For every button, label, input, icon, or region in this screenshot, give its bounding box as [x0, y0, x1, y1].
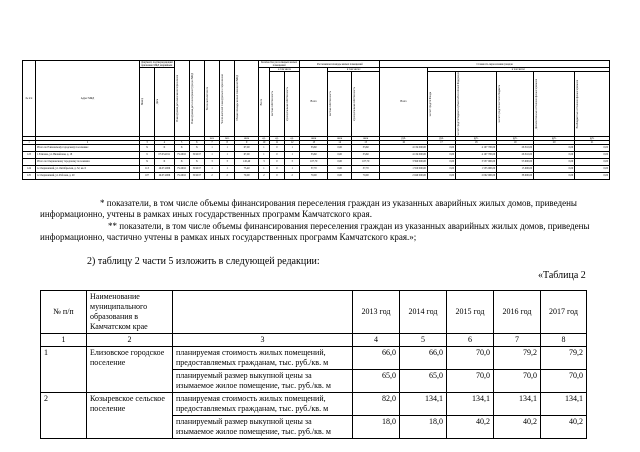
column-number-cell: 12 — [285, 140, 300, 144]
table-cell: 37,70 — [300, 165, 328, 172]
table-cell: 0,00 — [534, 165, 575, 172]
header-cost-extra2: Внебюджетные источники финансирования — [575, 72, 610, 137]
column-number-cell: 7 — [204, 140, 219, 144]
table-cell: 4 134 000,00 — [380, 151, 428, 158]
table-cell: 0,00 — [427, 144, 455, 151]
table-cell: 2 040 000,00 — [380, 172, 428, 179]
table-cell: 0,00 — [534, 172, 575, 179]
year-value: 79,2 — [494, 347, 541, 370]
table-cell: 1 — [204, 165, 219, 172]
table-cell — [23, 158, 36, 165]
prices-header-cell: 2013 год — [353, 291, 400, 334]
header-address: Адрес МКД — [35, 61, 139, 137]
unit-cell: ед. — [285, 136, 300, 140]
table-cell: X — [155, 144, 175, 151]
table-cell: 1 — [220, 151, 235, 158]
column-number-cell: 14 — [328, 140, 352, 144]
header-num: № п/п — [23, 61, 36, 137]
table-cell: 70,00 — [352, 172, 380, 179]
prices-header-cell — [173, 291, 353, 334]
prices-column-number: 6 — [447, 334, 494, 347]
table-cell — [23, 144, 36, 151]
table-cell: 1 — [259, 144, 270, 151]
year-value: 70,0 — [447, 347, 494, 370]
header-residents: Число жителей всего — [204, 61, 219, 137]
unit-cell: руб. — [380, 136, 428, 140]
table-cell: 0,00 — [328, 144, 352, 151]
column-number-cell: 20 — [534, 140, 575, 144]
table-cell: IV.2016 — [174, 151, 189, 158]
table-cell: 0,00 — [534, 144, 575, 151]
table-cell: 16.07.2006 — [155, 165, 175, 172]
unit-cell: руб. — [427, 136, 455, 140]
year-value: 134,1 — [494, 393, 541, 416]
table-cell: 37,70 — [352, 165, 380, 172]
header-total-area: Общая площадь жилых помещений МКД — [235, 61, 259, 137]
prices-header-cell: № п/п — [41, 291, 87, 334]
table-label: «Таблица 2 — [538, 270, 586, 281]
unit-cell: кв.м — [352, 136, 380, 140]
table-cell: 1 535 000,00 — [456, 165, 497, 172]
header-planned-demolish: Планируемая дата сноса/реконструкции МКД — [189, 61, 204, 137]
table-cell: 1 550 000,00 — [380, 165, 428, 172]
table-cell: 1 — [285, 144, 300, 151]
table-cell: 4 134 000,00 — [380, 144, 428, 151]
unit-cell: чел. — [204, 136, 219, 140]
header-doc: Документ, подтверждающий признание МКД аварийным — [140, 61, 173, 67]
table-cell: 0,00 — [534, 151, 575, 158]
table-cell: 0,00 — [575, 158, 610, 165]
unit-cell: руб. — [575, 136, 610, 140]
prices-column-number: 8 — [541, 334, 587, 347]
year-value: 65,0 — [400, 370, 447, 393]
year-value: 134,1 — [447, 393, 494, 416]
year-value: 40,2 — [494, 416, 541, 439]
section-heading: 2) таблицу 2 части 5 изложить в следующей редакции: — [87, 256, 320, 267]
table-cell: 26 310,00 — [497, 151, 534, 158]
table-cell: 0,00 — [427, 172, 455, 179]
column-number-cell: 16 — [380, 140, 428, 144]
table-cell: 33,60 — [300, 144, 328, 151]
table-cell: 4 107 700,00 — [456, 144, 497, 151]
year-value: 65,0 — [353, 370, 400, 393]
table-cell: 125 — [23, 172, 36, 179]
table-cell: 0,00 — [575, 172, 610, 179]
table-cell: 3 — [259, 158, 270, 165]
table-cell: 0 — [269, 165, 284, 172]
column-number-cell: 9 — [235, 140, 259, 144]
prices-column-number: 1 — [41, 334, 87, 347]
indicator-description: планируемый размер выкупной цены за изымаемое жилое помещение, тыс. руб./кв. м — [173, 370, 353, 393]
indicator-description: планируемая стоимость жилых помещений, предоставляемых гражданам, тыс. руб./кв. м — [173, 347, 353, 370]
prices-column-number: 2 — [87, 334, 173, 347]
table-cell: 0 — [269, 158, 284, 165]
table-cell: X — [139, 144, 154, 151]
header-doc-date: Дата — [155, 68, 175, 137]
table-cell: 1 — [204, 151, 219, 158]
header-area-incl: в том числе: — [328, 68, 380, 72]
column-number-cell: 21 — [575, 140, 610, 144]
table-cell: 145,40 — [235, 158, 259, 165]
table-cell: 0,00 — [427, 151, 455, 158]
table-cell: 2 — [220, 172, 235, 179]
note-2: ** показатели, в том числе объемы финансирования переселения граждан из указанных аварийных жилых домов, приведены информационно, частично учтены в рамках иных государственных программ Камчатского края.»; — [40, 221, 590, 242]
table-cell: 75,40 — [235, 165, 259, 172]
table-cell: 33,60 — [352, 151, 380, 158]
year-value: 70,0 — [494, 370, 541, 393]
header-area-mun: муниципальная собственность — [352, 72, 380, 137]
table-cell: 2 002 000,00 — [456, 172, 497, 179]
column-number-cell: 2 — [35, 140, 139, 144]
year-value: 18,0 — [353, 416, 400, 439]
table-cell: 4 107 700,00 — [456, 151, 497, 158]
header-cost-incl: в том числе: — [427, 68, 609, 72]
year-value: 70,0 — [541, 370, 587, 393]
year-value: 134,1 — [541, 393, 587, 416]
table-cell: 0,00 — [328, 158, 352, 165]
prices-row-number: 1 — [41, 347, 87, 393]
header-count-group: Количество расселяемых жилых помещений — [259, 61, 300, 68]
note-1: * показатели, в том числе объемы финансирования переселения граждан из указанных аварийных жилых домов, приведены информационно, учтены в рамках иных государственных программ Камчатского края. — [40, 198, 577, 219]
header-area-priv: частная собственность — [328, 72, 352, 137]
unit-cell: руб. — [456, 136, 497, 140]
table-cell: 0,00 — [427, 158, 455, 165]
table-cell: 70,00 — [235, 172, 259, 179]
header-cost-group: Стоимость переселения граждан — [380, 61, 610, 68]
header-residents-plan: Число жителей планируемых к переселению — [220, 61, 235, 137]
table-cell: 1 — [220, 144, 235, 151]
table-cell: 33,60 — [352, 144, 380, 151]
table-cell: 3 — [285, 158, 300, 165]
table-cell: IV.2017 — [189, 165, 204, 172]
municipality-name: Елизовское городское поселение — [87, 347, 173, 393]
unit-cell: кв.м — [328, 136, 352, 140]
table-cell: X — [189, 158, 204, 165]
table-cell: 0,00 — [328, 172, 352, 179]
year-value: 79,2 — [541, 347, 587, 370]
table-cell: 67,00 — [235, 144, 259, 151]
table-cell: 0,00 — [575, 151, 610, 158]
prices-header-cell: Наименование муниципального образования в Камчатском крае — [87, 291, 173, 334]
table-cell: 3 590 000,00 — [380, 158, 428, 165]
table-cell: 3 — [220, 158, 235, 165]
table-cell: 0,00 — [534, 158, 575, 165]
table-cell: IV.2016 — [174, 165, 189, 172]
header-count-incl: в том числе — [269, 68, 299, 72]
header-cost-local: за счет средств местного бюджета — [497, 72, 534, 137]
prices-column-number: 5 — [400, 334, 447, 347]
header-area-group: Расселяемая площадь жилых помещений — [300, 61, 380, 68]
table-cell: 1 — [285, 165, 300, 172]
table-cell: п. Озерновский, ул. Рабочая, д. 20 — [35, 172, 139, 179]
prices-column-number: 3 — [173, 334, 353, 347]
header-planned-end: Планируемая дата окончания переселения — [174, 61, 189, 137]
table-cell: 2 — [204, 172, 219, 179]
unit-cell: чел. — [220, 136, 235, 140]
table-cell: 0,00 — [427, 165, 455, 172]
column-number-cell: 19 — [497, 140, 534, 144]
prices-header-cell: 2015 год — [447, 291, 494, 334]
column-number-cell: 17 — [427, 140, 455, 144]
column-number-cell: 5 — [174, 140, 189, 144]
table-cell: 2 — [259, 172, 270, 179]
table-cell: X — [189, 144, 204, 151]
table-cell: 0 — [269, 172, 284, 179]
table-cell: Итого по Елизовскому городскому поселению: — [35, 144, 139, 151]
year-value: 66,0 — [400, 347, 447, 370]
table-cell: 1 — [259, 151, 270, 158]
column-number-cell: 10 — [259, 140, 270, 144]
table-row — [23, 165, 610, 172]
municipality-name: Козыревское сельское поселение — [87, 393, 173, 439]
table-cell: 1 — [259, 165, 270, 172]
table-cell: 1 — [285, 151, 300, 158]
table-cell: Итого по Озерновскому городскому поселению: — [35, 158, 139, 165]
year-value: 82,0 — [353, 393, 400, 416]
column-number-cell: 13 — [300, 140, 328, 144]
indicator-description: планируемая стоимость жилых помещений, предоставляемых гражданам, тыс. руб./кв. м — [173, 393, 353, 416]
table-cell: 3 — [204, 158, 219, 165]
header-count-mun: муниципальная собственность — [285, 72, 300, 137]
table-cell: г. Елизово, ул. Вилюйская, д. 18 — [35, 151, 139, 158]
indicator-description: планируемый размер выкупной цены за изымаемое жилое помещение, тыс. руб./кв. м — [173, 416, 353, 439]
table-cell: 1 — [204, 144, 219, 151]
table-cell: 124 — [23, 165, 36, 172]
prices-column-number: 7 — [494, 334, 541, 347]
table-cell: X — [174, 158, 189, 165]
table-cell: п. Озерновский, ул. Октябрьская, д. 32, кв. 6 — [35, 165, 139, 172]
table-cell: 70,00 — [300, 172, 328, 179]
table-cell: 123 — [23, 151, 36, 158]
table-cell: 53 000,00 — [497, 158, 534, 165]
table-cell: 107,70 — [352, 158, 380, 165]
column-number-cell: 4 — [155, 140, 175, 144]
prices-column-numbers-row — [41, 334, 587, 347]
table-cell: 107 — [139, 172, 154, 179]
table-cell: X — [174, 144, 189, 151]
unit-cell: кв.м — [300, 136, 328, 140]
table-row — [23, 172, 610, 179]
table-cell: X — [139, 158, 154, 165]
prices-header-cell: 2014 год — [400, 291, 447, 334]
table-row — [23, 151, 610, 158]
table-cell: 15 000,00 — [497, 165, 534, 172]
table-cell: 113 — [139, 165, 154, 172]
header-doc-num: Номер — [139, 68, 154, 137]
unit-cell: кв.м — [235, 136, 259, 140]
prices-row — [41, 347, 587, 370]
unit-cell: ед. — [269, 136, 284, 140]
header-area-total: Всего — [300, 68, 328, 137]
table-cell: 0,00 — [575, 144, 610, 151]
prices-header-row — [41, 291, 587, 334]
table-cell: 9 — [139, 151, 154, 158]
column-number-cell: 8 — [220, 140, 235, 144]
unit-cell: ед. — [259, 136, 270, 140]
table-row — [23, 144, 610, 151]
prices-header-cell: 2017 год — [541, 291, 587, 334]
table-cell: 16.07.2006 — [155, 172, 175, 179]
year-value: 66,0 — [353, 347, 400, 370]
table-cell: 67,00 — [235, 151, 259, 158]
table-cell: IV.2016 — [174, 172, 189, 179]
table-cell: 0,00 — [328, 165, 352, 172]
table-cell: 33,60 — [300, 151, 328, 158]
year-value: 134,1 — [400, 393, 447, 416]
unit-cell: руб. — [534, 136, 575, 140]
header-cost-region: за счет средств бюджета субъекта Российской Федерации — [456, 72, 497, 137]
header-count-priv: частная собственность — [269, 72, 284, 137]
header-cost-total: Всего — [380, 68, 428, 137]
table-cell: 38 000,00 — [497, 172, 534, 179]
table-cell: 0 — [269, 144, 284, 151]
table-cell: 2 — [285, 172, 300, 179]
table-cell: 0,00 — [328, 151, 352, 158]
prices-column-number: 4 — [353, 334, 400, 347]
column-number-cell: 6 — [189, 140, 204, 144]
table-cell: 107,70 — [300, 158, 328, 165]
unit-cell: руб. — [497, 136, 534, 140]
column-number-cell: 15 — [352, 140, 380, 144]
column-number-cell: 11 — [269, 140, 284, 144]
year-value: 40,2 — [447, 416, 494, 439]
year-value: 70,0 — [447, 370, 494, 393]
column-number-cell: 18 — [456, 140, 497, 144]
header-count-total: Всего — [259, 68, 270, 137]
table-row — [23, 158, 610, 165]
header-cost-extra: Дополнительные источники финансирования — [534, 72, 575, 137]
table-cell: X — [155, 158, 175, 165]
table-cell: 0,00 — [575, 165, 610, 172]
resettlement-table — [22, 60, 610, 180]
table-cell: 07.03.2011 — [155, 151, 175, 158]
prices-row-number: 2 — [41, 393, 87, 439]
table-cell: 1 — [220, 165, 235, 172]
prices-header-cell: 2016 год — [494, 291, 541, 334]
table-cell: 26 310,00 — [497, 144, 534, 151]
column-number-cell: 3 — [139, 140, 154, 144]
prices-row — [41, 393, 587, 416]
table-cell: 0 — [269, 151, 284, 158]
table-cell: 3 537 000,00 — [456, 158, 497, 165]
year-value: 18,0 — [400, 416, 447, 439]
table-cell: IV.2017 — [189, 172, 204, 179]
prices-table — [40, 290, 587, 439]
column-number-cell: 1 — [23, 140, 36, 144]
header-cost-fund: за счет средств Фонда — [427, 72, 455, 137]
table-cell: IV.2017 — [189, 151, 204, 158]
year-value: 40,2 — [541, 416, 587, 439]
